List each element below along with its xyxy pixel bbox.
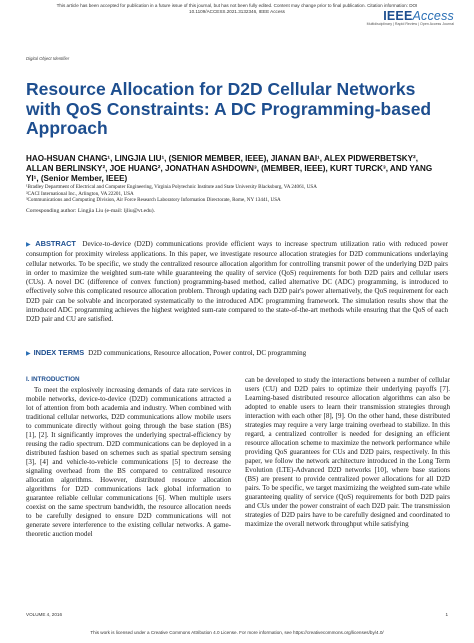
corresponding-author: Corresponding author: Lingjia Liu (e-mail: ljliu@vt.edu). [26, 208, 155, 214]
affiliation-2: ²CACI International Inc., Arlington, VA 22201, USA [26, 190, 134, 197]
doi-label: Digital Object Identifier [26, 56, 70, 61]
logo-tagline: Multidisciplinary | Rapid Review | Open Access Journal [366, 22, 454, 26]
logo-access-text: Access [412, 9, 454, 23]
affiliation-3: ³Communications and Computing Division, Air Force Research Laboratory Information Directorate, Rome, NY 13441, USA [26, 197, 281, 204]
author-list: HAO-HSUAN CHANG¹, LINGJIA LIU¹, (SENIOR MEMBER, IEEE), JIANAN BAI¹, ALEX PIDWERBETSKY², ALLAN BERLINSKY², JOE HUANG², JONATHAN ASHDOWN³, (MEMBER, IEEE), KURT TURCK³, AND YANG YI¹, (Senior Member, IEEE) [26, 154, 433, 184]
logo-ieee-text: IEEE [383, 9, 413, 23]
index-terms-heading: INDEX TERMS [33, 348, 85, 357]
index-terms [26, 348, 448, 357]
abstract-text: Device-to-device (D2D) communications provide efficient ways to increase spectrum utilization ratio with reduced power consumption for proximity wireless applications. In this paper, we investigate resource allocation strategies for D2D communications underlaying cellular networks. To be specific, we study the centralized resource allocation algorithm for controlling transmit power of the underlying D2D pairs in order to maximize the weighted sum-rate while guaranteeing the quality of service (QoS) requirements for both D2D pairs and cellular users (CUs). A novel DC (difference of convex function) programming-based method, called alternative DC (ADC) programming, is introduced to effectively solve this complicated resource allocation problem. Through updating each D2D pair's power alternatively, the QoS requirement for each D2D pair can be solvable and incorporated systematically to the introduced ADC programming framework. The simulation results show that the introduced ADC programming achieves the highest weighted sum-rate compared to the state-of-the-art methods while ensuring that the QoS of each D2D pair and CU are satisfied. [26, 240, 448, 323]
affiliation-1: ¹Bradley Department of Electrical and Computer Engineering, Virginia Polytechnic Institute and State University Blacksburg, VA 24061, USA [26, 184, 317, 190]
index-terms-text: D2D communications, Resource allocation, Power control, DC programming [88, 349, 307, 357]
ieee-access-logo [367, 9, 454, 26]
paper-title: Resource Allocation for D2D Cellular Networks with QoS Constraints: A DC Programming-based Approach [26, 79, 432, 138]
publication-notice-line1: This article has been accepted for publication in a future issue of this journal, but has not been fully edited. Content may change prior to final publication. Citation information: DOI [56, 3, 418, 8]
triangle-bullet-icon: ▶ [26, 351, 31, 357]
body-column-right: can be developed to study the interactions between a number of cellular users (CU) and D2D pairs to optimize their underlying payoffs [7]. Learning-based distributed resource allocation algorithms can also be adopted to enable users to learn their transmission strategies through interaction with each other [8], [9]. On the other hand, these distributed strategies may require a very large training overhead to stabilize. In this regard, a centralized controller is needed for designing an efficient resource allocation scheme to maximize the network performance while providing QoS guarantees for CUs and D2D pairs, respectively. In this paper, we follow the network architecture introduced in the Long Term Evolution (LTE)-Advanced D2D networks [10], where base stations (BS) are present to provide centralized power allocations for all D2D pairs. To be specific, we target maximizing the weighted sum-rate while guaranteeing quality of service (QoS) requirements for both D2D pairs and CUs under the power constraint of each D2D pair. The transmission strategies of D2D pairs have to be carefully designed and coordinated to maximize the overall network throughput while satisfying [245, 376, 450, 528]
license-notice: This work is licensed under a Creative Commons Attribution 4.0 License. For more information, see https://creativecommons.org/licenses/by/4.0/ [90, 630, 384, 635]
affiliations [26, 184, 446, 204]
section-heading: I. INTRODUCTION [26, 376, 80, 383]
volume-label: VOLUME 4, 2016 [26, 612, 63, 617]
page-number: 1 [445, 612, 448, 617]
abstract [26, 239, 448, 324]
publication-notice-line2: 10.1109/ACCESS.2021.3132346, IEEE Access [189, 9, 285, 14]
body-column-left: To meet the explosively increasing demands of data rate services in mobile networks, device-to-device (D2D) communications attracted a lot of attention from both academia and industry. When combined with traditional cellular networks, D2D communications allow mobile users to communicate directly without going through the base station (BS) [1], [2]. It significantly improves the underlying spectral-efficiency by reusing the radio spectrum. D2D communications can be deployed in a distributed fashion based on schemes such as spatial spectrum sensing [3], [4] and vehicle-to-vehicle communications [5] to decrease the signaling overhead from the BS compared to centralized resource allocation algorithms. However, distributed resource allocation algorithms for D2D communications lack global information to guarantee reliable cellular communications [6]. When multiple users coexist on the same spectrum bandwidth, the resource allocation needs to be carefully designed to ensure D2D communications will not generate severe interference to the existing cellular networks. A game-theoretic auction model [26, 386, 231, 538]
triangle-bullet-icon: ▶ [26, 242, 33, 248]
abstract-heading: ABSTRACT [35, 239, 76, 248]
